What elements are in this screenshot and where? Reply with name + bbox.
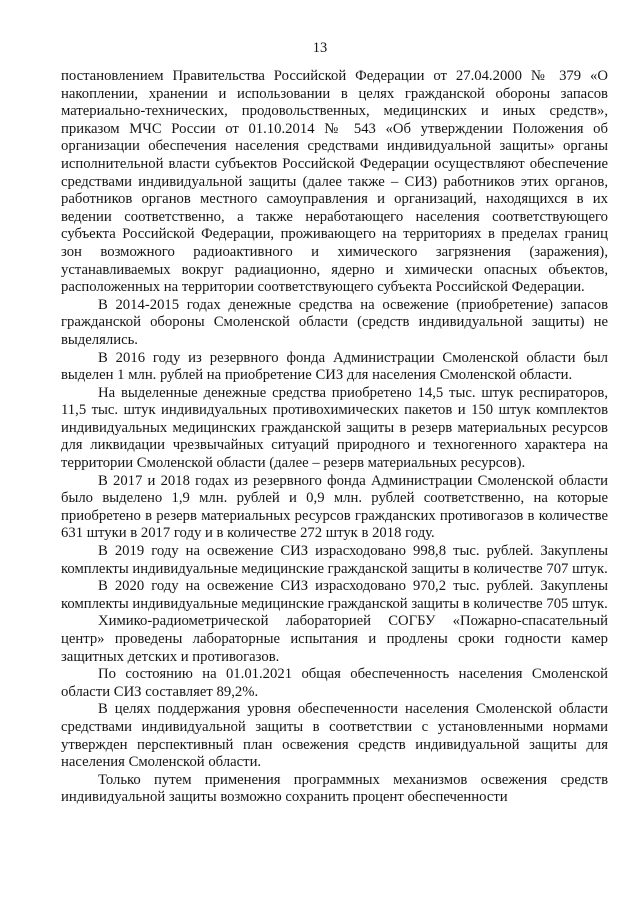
paragraph-program-mechanisms: Только путем применения программных механизмов освежения средств индивидуальной защиты возможно сохранить процент обеспеченности — [61, 771, 608, 806]
paragraph-2019: В 2019 году на освежение СИЗ израсходовано 998,8 тыс. рублей. Закуплены комплекты индивидуальные медицинские гражданской защиты в количестве 707 штук. — [61, 543, 608, 577]
paragraph-2014-2015: В 2014-2015 годах денежные средства на освежение (приобретение) запасов гражданской обороны Смоленской области (средств индивидуальной защиты) не выделялись. — [61, 296, 608, 348]
paragraph-legal-basis: постановлением Правительства Российской Федерации от 27.04.2000 № 379 «О накоплении, хранении и использовании в целях гражданской обороны запасов материально-технических, продовольственных, медицинских и иных средств», приказом МЧС России от 01.10.2014 № 543 «Об утверждении Положения об организации обеспечения населения средствами индивидуальной защиты» органы исполнительной власти субъектов Российской Федерации осуществляют обеспечение средствами индивидуальной защиты (далее также – СИЗ) работников этих органов, работников органов местного самоуправления и организаций, находящихся в их ведении соответственно, а также неработающего населения соответствующего субъекта Российской Федерации, проживающего на территориях в пределах границ зон возможного радиоактивного и химического загрязнения (заражения), устанавливаемых вокруг радиационно, ядерно и химически опасных объектов, расположенных на территории соответствующего субъекта Российской Федерации. — [61, 68, 608, 296]
paragraph-laboratory: Химико-радиометрической лабораторией СОГБУ «Пожарно-спасательный центр» проведены лабораторные испытания и продлены сроки годности камер защитных детских и противогазов. — [61, 613, 608, 665]
body-text — [61, 68, 608, 807]
paragraph-2016: В 2016 году из резервного фонда Администрации Смоленской области был выделен 1 млн. рублей на приобретение СИЗ для населения Смоленской области. — [61, 349, 608, 384]
paragraph-2020: В 2020 году на освежение СИЗ израсходовано 970,2 тыс. рублей. Закуплены комплекты индивидуальные медицинские гражданской защиты в количестве 705 штук. — [61, 578, 608, 612]
paragraph-plan: В целях поддержания уровня обеспеченности населения Смоленской области средствами индивидуальной защиты в соответствии с установленными нормами утвержден перспективный план освежения средств индивидуальной защиты для населения Смоленской области. — [61, 701, 608, 771]
paragraph-2017-2018: В 2017 и 2018 годах из резервного фонда Администрации Смоленской области было выделено 1,9 млн. рублей и 0,9 млн. рублей соответственно, на которые приобретено в резерв материальных ресурсов гражданских противогазов в количестве 631 штуки в 2017 году и в количестве 272 штук в 2018 году. — [61, 472, 608, 542]
paragraph-purchases: На выделенные денежные средства приобретено 14,5 тыс. штук респираторов, 11,5 тыс. штук индивидуальных противохимических пакетов и 150 штук комплектов индивидуальных медицинских гражданской защиты в резерв материальных ресурсов для ликвидации чрезвычайных ситуаций природного и техногенного характера на территории Смоленской области (далее – резерв материальных ресурсов). — [61, 384, 608, 472]
paragraph-provision-level: По состоянию на 01.01.2021 общая обеспеченность населения Смоленской области СИЗ составляет 89,2%. — [61, 666, 608, 700]
page-number: 13 — [312, 40, 328, 56]
